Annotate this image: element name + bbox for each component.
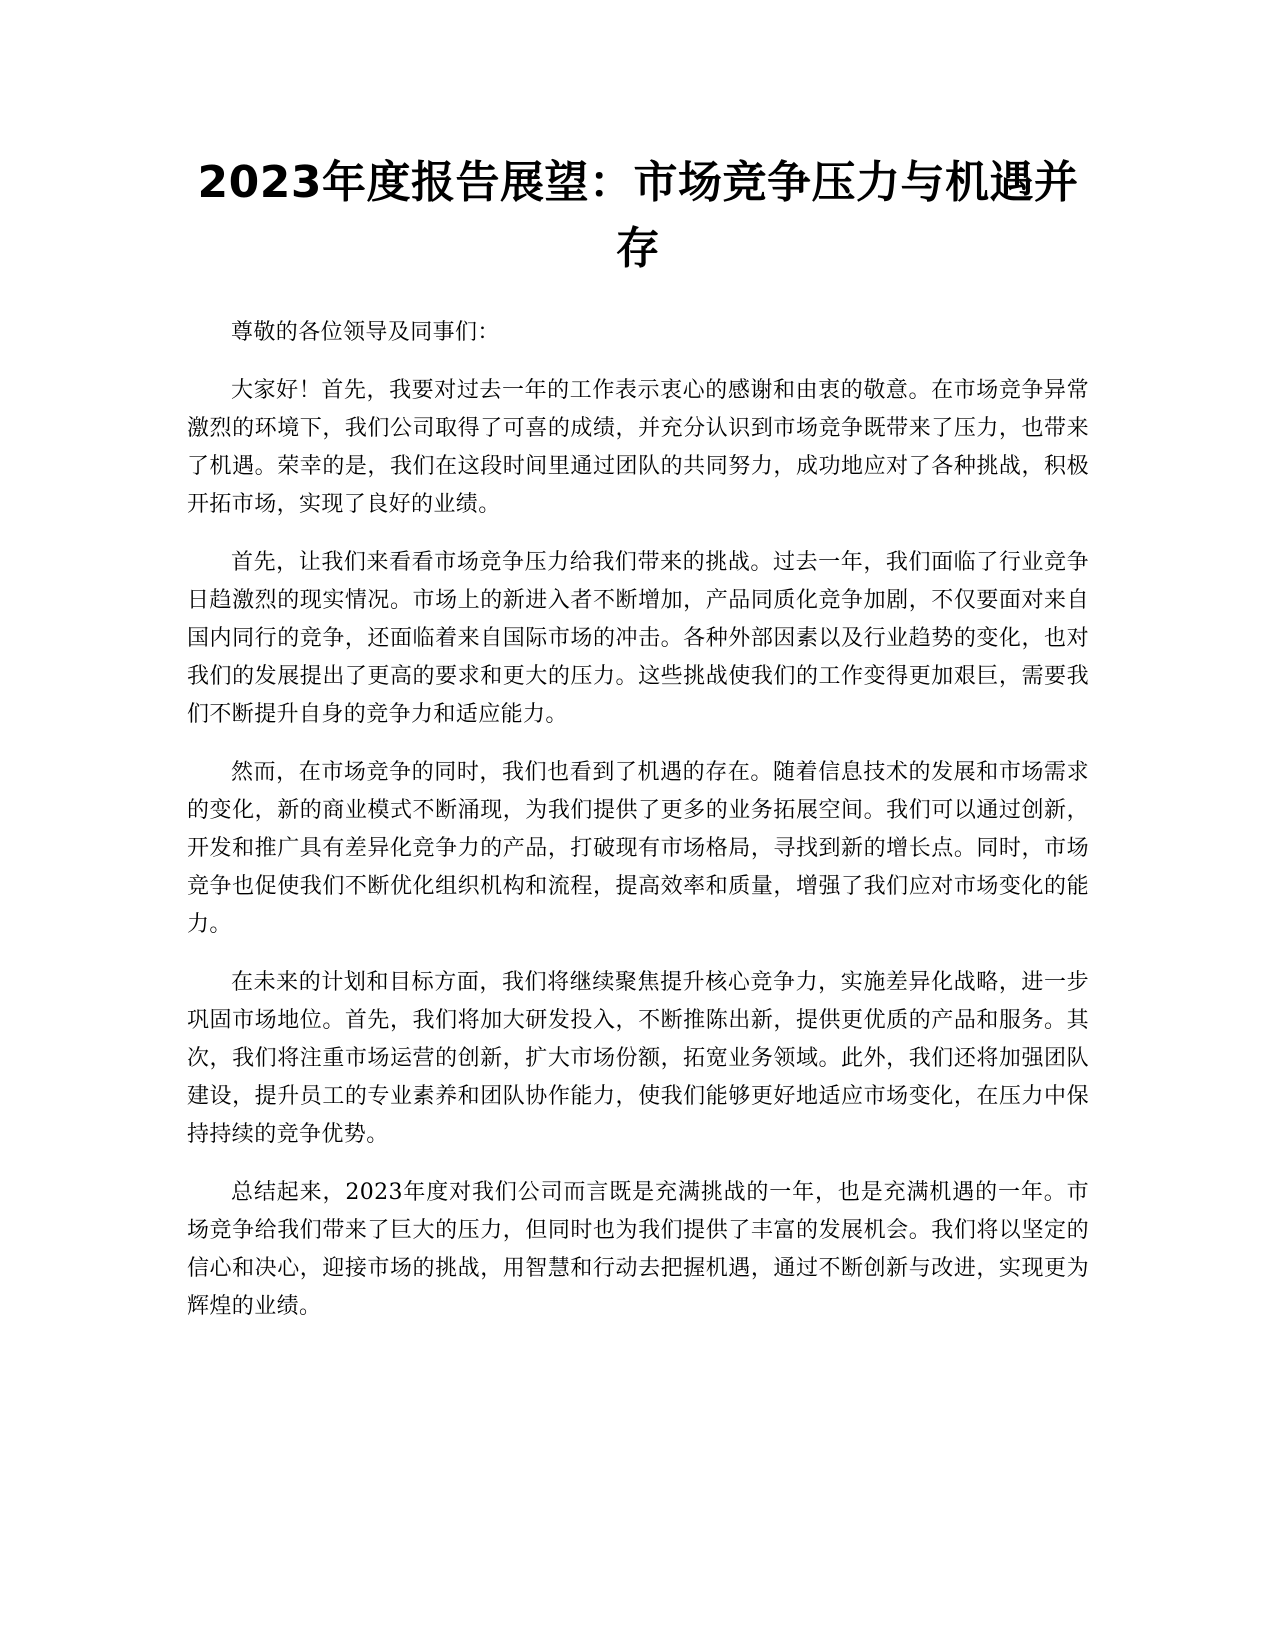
body-paragraph: 首先，让我们来看看市场竞争压力给我们带来的挑战。过去一年，我们面临了行业竞争日趋激烈的现实情况。市场上的新进入者不断增加，产品同质化竞争加剧，不仅要面对来自国内同行的竞争，还面临着来自国际市场的冲击。各种外部因素以及行业趋势的变化，也对我们的发展提出了更高的要求和更大的压力。这些挑战使我们的工作变得更加艰巨，需要我们不断提升自身的竞争力和适应能力。 bbox=[187, 550, 1089, 727]
document-title: 2023年度报告展望：市场竞争压力与机遇并存 bbox=[197, 157, 1079, 274]
document-content bbox=[187, 150, 1089, 1346]
body-paragraph: 大家好！首先，我要对过去一年的工作表示衷心的感谢和由衷的敬意。在市场竞争异常激烈的环境下，我们公司取得了可喜的成绩，并充分认识到市场竞争既带来了压力，也带来了机遇。荣幸的是，我们在这段时间里通过团队的共同努力，成功地应对了各种挑战，积极开拓市场，实现了良好的业绩。 bbox=[187, 378, 1089, 517]
conclusion-paragraph: 总结起来，2023年度对我们公司而言既是充满挑战的一年，也是充满机遇的一年。市场竞争给我们带来了巨大的压力，但同时也为我们提供了丰富的发展机会。我们将以坚定的信心和决心，迎接市场的挑战，用智慧和行动去把握机遇，通过不断创新与改进，实现更为辉煌的业绩。 bbox=[187, 1180, 1089, 1319]
body-paragraph: 在未来的计划和目标方面，我们将继续聚焦提升核心竞争力，实施差异化战略，进一步巩固市场地位。首先，我们将加大研发投入，不断推陈出新，提供更优质的产品和服务。其次，我们将注重市场运营的创新，扩大市场份额，拓宽业务领域。此外，我们还将加强团队建设，提升员工的专业素养和团队协作能力，使我们能够更好地适应市场变化，在压力中保持持续的竞争优势。 bbox=[187, 970, 1089, 1147]
salutation-paragraph: 尊敬的各位领导及同事们： bbox=[231, 320, 500, 345]
document-body bbox=[187, 314, 1089, 1326]
body-paragraph: 然而，在市场竞争的同时，我们也看到了机遇的存在。随着信息技术的发展和市场需求的变化，新的商业模式不断涌现，为我们提供了更多的业务拓展空间。我们可以通过创新，开发和推广具有差异化竞争力的产品，打破现有市场格局，寻找到新的增长点。同时，市场竞争也促使我们不断优化组织机构和流程，提高效率和质量，增强了我们应对市场变化的能力。 bbox=[187, 760, 1089, 937]
